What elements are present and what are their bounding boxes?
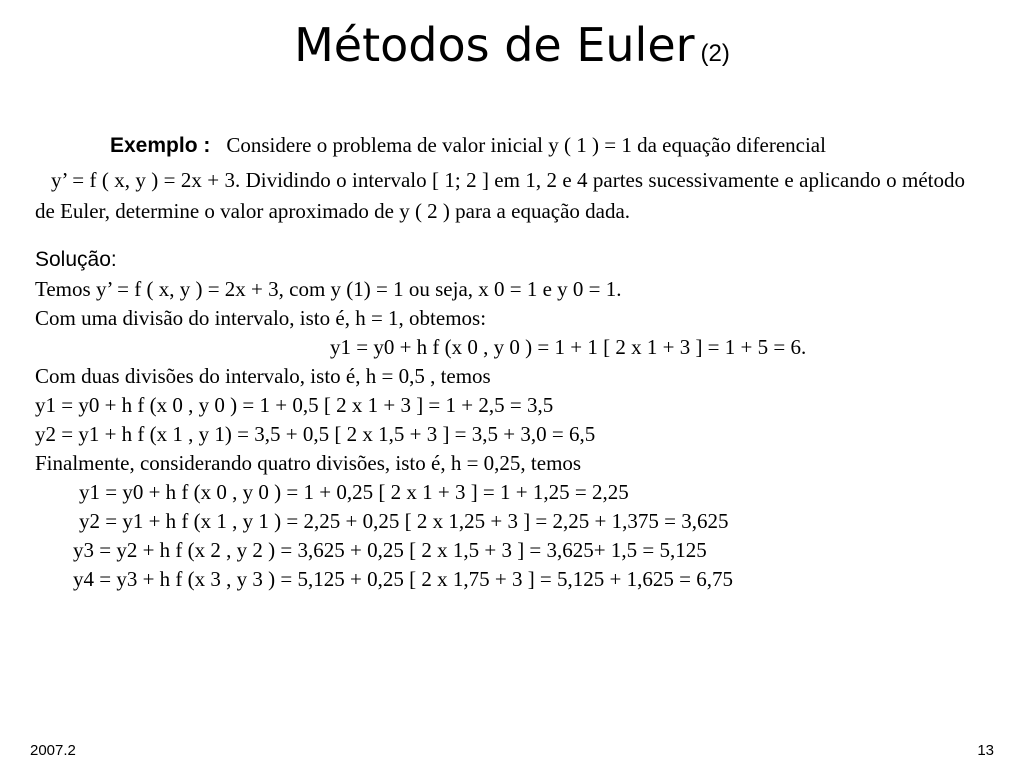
solution-line-1: Temos y’ = f ( x, y ) = 2x + 3, com y (1) = 1 ou seja, x 0 = 1 e y 0 = 1. — [35, 277, 622, 301]
example-paragraph-2 — [35, 165, 965, 227]
solution-line-11: y4 = y3 + h f (x 3 , y 3 ) = 5,125 + 0,25 [ 2 x 1,75 + 3 ] = 5,125 + 1,625 = 6,75 — [73, 567, 733, 591]
example-text-line2: y’ = f ( x, y ) = 2x + 3. Dividindo o intervalo [ 1; 2 ] em 1, 2 e 4 partes sucessivamente e aplicando o método de Euler, determine o valor aproximado de y ( 2 ) para a equação dada. — [35, 168, 965, 223]
slide-title-text: Métodos de Euler — [294, 18, 695, 72]
slide-title-sub: (2) — [700, 40, 730, 67]
solution-line-2: Com uma divisão do intervalo, isto é, h = 1, obtemos: — [35, 306, 487, 330]
page-number: 13 — [977, 742, 994, 759]
solution-heading: Solução: — [35, 248, 117, 271]
example-paragraph — [35, 130, 965, 161]
solution-line-10: y3 = y2 + h f (x 2 , y 2 ) = 3,625 + 0,25 [ 2 x 1,5 + 3 ] = 3,625+ 1,5 = 5,125 — [73, 538, 707, 562]
example-label: Exemplo : — [110, 134, 211, 157]
solution-line-7: Finalmente, considerando quatro divisões, isto é, h = 0,25, temos — [35, 451, 582, 475]
solution-line-9: y2 = y1 + h f (x 1 , y 1 ) = 2,25 + 0,25 [ 2 x 1,25 + 3 ] = 2,25 + 1,375 = 3,625 — [79, 509, 729, 533]
slide-content — [35, 130, 965, 594]
footer-date: 2007.2 — [30, 742, 76, 759]
solution-line-5: y1 = y0 + h f (x 0 , y 0 ) = 1 + 0,5 [ 2 x 1 + 3 ] = 1 + 2,5 = 3,5 — [35, 393, 554, 417]
example-text-line1: Considere o problema de valor inicial y ( 1 ) = 1 da equação diferencial — [226, 133, 826, 157]
solution-line-3: y1 = y0 + h f (x 0 , y 0 ) = 1 + 1 [ 2 x 1 + 3 ] = 1 + 5 = 6. — [330, 335, 807, 359]
slide-title — [0, 18, 1024, 72]
solution-line-6: y2 = y1 + h f (x 1 , y 1) = 3,5 + 0,5 [ 2 x 1,5 + 3 ] = 3,5 + 3,0 = 6,5 — [35, 422, 596, 446]
solution-line-4: Com duas divisões do intervalo, isto é, h = 0,5 , temos — [35, 364, 491, 388]
solution-line-8: y1 = y0 + h f (x 0 , y 0 ) = 1 + 0,25 [ 2 x 1 + 3 ] = 1 + 1,25 = 2,25 — [79, 480, 629, 504]
